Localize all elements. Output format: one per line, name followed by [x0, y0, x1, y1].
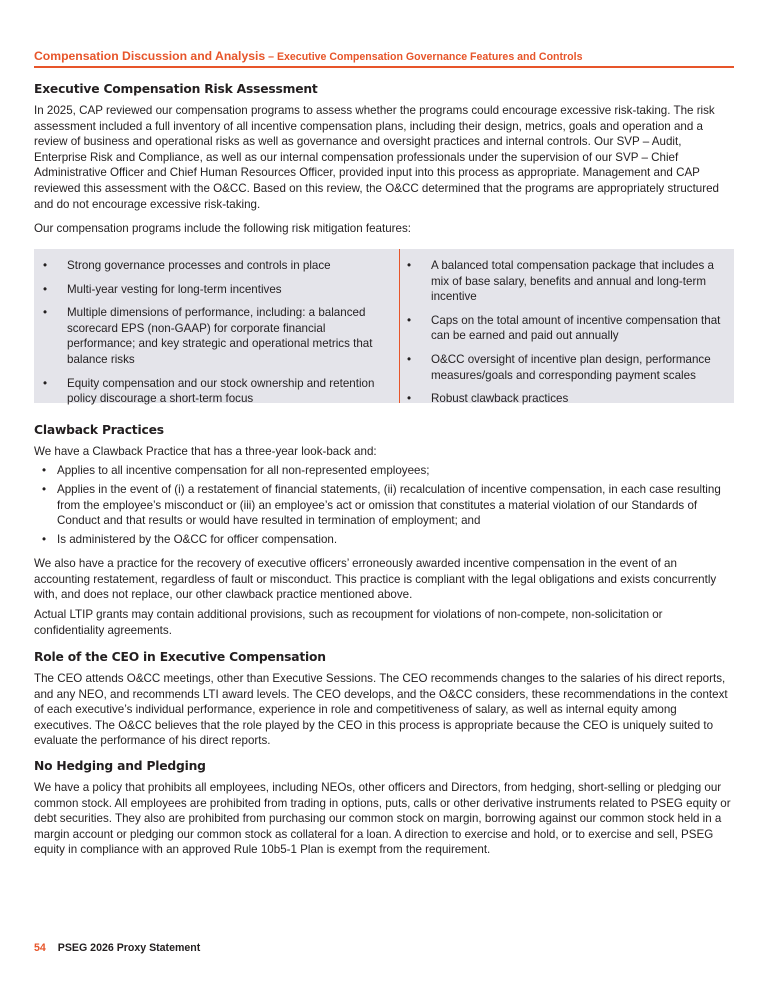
clawback-item-text: Is administered by the O&CC for officer compensation. — [57, 533, 338, 547]
section-title: Compensation Discussion and Analysis — [34, 49, 266, 63]
bullet-icon: • — [42, 483, 47, 497]
bullet-icon: • — [407, 313, 412, 327]
risk-feature-item — [34, 258, 384, 274]
risk-heading: Executive Compensation Risk Assessment — [34, 82, 318, 96]
risk-feature-item — [398, 258, 728, 305]
clawback-item — [34, 482, 734, 529]
bullet-icon: • — [407, 392, 412, 406]
risk-features-intro: Our compensation programs include the following risk mitigation features: — [34, 222, 411, 235]
bullet-icon: • — [43, 306, 48, 320]
ceo-paragraph: The CEO attends O&CC meetings, other than Executive Sessions. The CEO recommends changes to the salaries of his direct reports, and any NEO, and recommends LTI award levels. The CEO develops, and the O&CC considers, these recommendations in the context of each executive’s individual performance, experience in role and competitiveness of salary, as well as internal equity among executives. The O&CC believes that the role played by the CEO in this process is appropriate because the CEO is uniquely suited to evaluate the performance of his direct reports. — [34, 672, 728, 748]
bullet-icon: • — [43, 259, 48, 272]
page-footer — [34, 942, 200, 954]
risk-feature-text: O&CC oversight of incentive plan design, performance measures/goals and corresponding payment scales — [431, 352, 711, 382]
hedging-paragraph: We have a policy that prohibits all employees, including NEOs, other officers and Directors, from hedging, short-selling or pledging our common stock. All employees are prohibited from trading in options, puts, calls or other derivative instruments related to PSEG equity or debt securities. They also are prohibited from purchasing our common stock on margin, borrowing against our common stock held in a margin account or pledging our common stock as collateral for a loan. A direction to exercise and hold, or to exercise and sell, PSEG equity in compliance with an approved Rule 10b5-1 Plan is exempt from the requirement. — [34, 781, 731, 857]
clawback-list — [34, 463, 734, 551]
bullet-icon: • — [43, 282, 48, 296]
risk-feature-text: Strong governance processes and controls in place — [67, 259, 331, 272]
risk-feature-text: Robust clawback practices — [431, 392, 569, 406]
clawback-item-text: Applies to all incentive compensation for all non-represented employees; — [57, 464, 430, 477]
bullet-icon: • — [42, 533, 47, 547]
clawback-item — [34, 532, 734, 548]
risk-feature-text: Multi-year vesting for long-term incentives — [67, 282, 282, 296]
bullet-icon: • — [43, 376, 48, 390]
clawback-item — [34, 463, 734, 479]
bullet-icon: • — [42, 464, 47, 477]
clawback-intro: We have a Clawback Practice that has a three-year look-back and: — [34, 445, 377, 458]
risk-feature-text: Multiple dimensions of performance, including: a balanced scorecard EPS (non-GAAP) for corporate financial performance; and key strategic and operational metrics that balance risks — [67, 306, 373, 366]
subsection-title: Executive Compensation Governance Features and Controls — [276, 51, 583, 63]
page-number: 54 — [34, 942, 46, 954]
clawback-heading: Clawback Practices — [34, 423, 164, 437]
section-separator: – — [265, 51, 277, 63]
clawback-item-text: Applies in the event of (i) a restatement of financial statements, (ii) recalculation of incentive compensation, in each case resulting from the employee’s misconduct or (iii) an employee’s act or omission that constitutes a material violation of our Standards of Conduct and that results or would have resulted in termination of employment; and — [57, 483, 721, 528]
risk-feature-item — [398, 391, 728, 407]
section-header — [34, 49, 734, 68]
risk-feature-item — [34, 305, 384, 367]
risk-feature-item — [34, 282, 384, 298]
risk-feature-item — [398, 313, 728, 344]
risk-feature-text: A balanced total compensation package that includes a mix of base salary, benefits and annual and long-term incentive — [431, 259, 714, 304]
clawback-ltip-paragraph: Actual LTIP grants may contain additional provisions, such as recoupment for violations of non-compete, non-solicitation or confidentiality agreements. — [34, 608, 663, 637]
bullet-icon: • — [407, 352, 412, 366]
risk-features-right — [398, 258, 728, 415]
hedging-heading: No Hedging and Pledging — [34, 759, 206, 773]
document-title: PSEG 2026 Proxy Statement — [57, 942, 201, 954]
risk-features-left — [34, 258, 384, 415]
risk-paragraph: In 2025, CAP reviewed our compensation programs to assess whether the programs could encourage excessive risk-taking. The risk assessment included a full inventory of all incentive compensation plans, including their design, metrics, goals and operation and a review of business and operational risks as well as governance and oversight practices and internal controls. Our SVP – Audit, Enterprise Risk and Compliance, as well as our internal compensation professionals under the supervision of our SVP – Chief Administrative Officer and Chief Human Resources Officer, provided input into this process as appropriate. Management and CAP reviewed this assessment with the O&CC. Based on this review, the O&CC determined that the programs are appropriately structured and do not encourage excessive risk-taking. — [34, 104, 719, 211]
bullet-icon: • — [407, 259, 412, 272]
risk-feature-text: Caps on the total amount of incentive compensation that can be earned and paid out annually — [431, 313, 721, 343]
ceo-heading: Role of the CEO in Executive Compensation — [34, 650, 326, 664]
risk-feature-item — [34, 376, 384, 407]
clawback-recovery-paragraph: We also have a practice for the recovery of executive officers’ erroneously awarded incentive compensation in the event of an accounting restatement, regardless of fault or misconduct. This practice is compliant with the legal obligations and exists concurrently with, and does not replace, our other clawback practice mentioned above. — [34, 557, 717, 602]
risk-feature-item — [398, 352, 728, 383]
risk-features-box — [34, 249, 734, 406]
risk-feature-text: Equity compensation and our stock ownership and retention policy discourage a short-term focus — [67, 376, 375, 406]
